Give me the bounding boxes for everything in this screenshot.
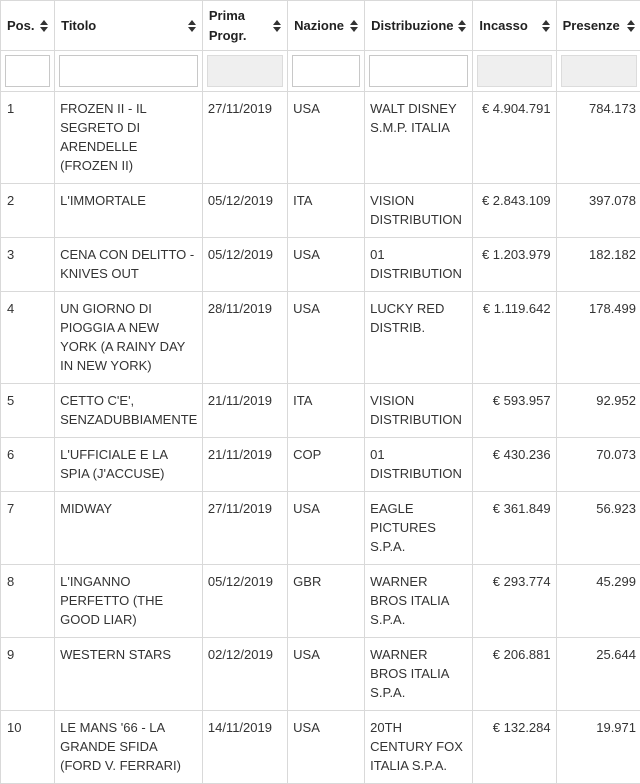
cell-nazione: GBR [288,565,365,638]
filter-cell [365,51,473,92]
table-row [1,384,640,438]
cell-titolo: L'INGANNO PERFETTO (THE GOOD LIAR) [55,565,203,638]
sort-icon[interactable] [273,20,281,32]
cell-incasso: € 430.236 [473,438,556,492]
column-header-nazione[interactable] [288,1,365,51]
cell-titolo: CETTO C'E', SENZADUBBIAMENTE [55,384,203,438]
table-row [1,711,640,784]
cell-presenze: 397.078 [556,184,640,238]
cell-titolo: L'UFFICIALE E LA SPIA (J'ACCUSE) [55,438,203,492]
filter-cell [202,51,287,92]
cell-distribuzione: LUCKY RED DISTRIB. [365,292,473,384]
cell-titolo: MIDWAY [55,492,203,565]
filter-input-presenze[interactable] [561,55,637,87]
cell-pos: 5 [1,384,55,438]
cell-incasso: € 1.203.979 [473,238,556,292]
cell-presenze: 56.923 [556,492,640,565]
cell-pos: 10 [1,711,55,784]
cell-distribuzione: WALT DISNEY S.M.P. ITALIA [365,92,473,184]
column-header-titolo[interactable] [55,1,203,51]
filter-cell [473,51,556,92]
cell-presenze: 25.644 [556,638,640,711]
cell-titolo: UN GIORNO DI PIOGGIA A NEW YORK (A RAINY DAY IN NEW YORK) [55,292,203,384]
cell-nazione: COP [288,438,365,492]
cell-prima: 05/12/2019 [202,184,287,238]
table-row [1,565,640,638]
column-header-label: Distribuzione [371,16,456,36]
cell-pos: 3 [1,238,55,292]
sort-icon[interactable] [40,20,48,32]
cell-distribuzione: WARNER BROS ITALIA S.P.A. [365,565,473,638]
cell-distribuzione: VISION DISTRIBUTION [365,184,473,238]
cell-nazione: USA [288,638,365,711]
table-body [1,92,640,784]
cell-pos: 4 [1,292,55,384]
cell-distribuzione: 20TH CENTURY FOX ITALIA S.P.A. [365,711,473,784]
column-header-label: Prima Progr. [209,6,271,46]
cell-incasso: € 2.843.109 [473,184,556,238]
cell-incasso: € 593.957 [473,384,556,438]
sort-icon[interactable] [542,20,550,32]
cell-prima: 27/11/2019 [202,92,287,184]
cell-presenze: 19.971 [556,711,640,784]
cell-incasso: € 132.284 [473,711,556,784]
cell-nazione: ITA [288,184,365,238]
cell-presenze: 45.299 [556,565,640,638]
cell-incasso: € 293.774 [473,565,556,638]
cell-prima: 27/11/2019 [202,492,287,565]
cell-presenze: 70.073 [556,438,640,492]
column-header-incasso[interactable] [473,1,556,51]
cell-distribuzione: 01 DISTRIBUTION [365,438,473,492]
cell-incasso: € 4.904.791 [473,92,556,184]
cell-presenze: 178.499 [556,292,640,384]
cell-nazione: USA [288,711,365,784]
cell-pos: 8 [1,565,55,638]
cell-titolo: L'IMMORTALE [55,184,203,238]
cell-incasso: € 361.849 [473,492,556,565]
table-row [1,292,640,384]
sort-icon[interactable] [350,20,358,32]
cell-prima: 05/12/2019 [202,565,287,638]
table-row [1,638,640,711]
table-row [1,92,640,184]
cell-incasso: € 1.119.642 [473,292,556,384]
cell-pos: 6 [1,438,55,492]
table-row [1,492,640,565]
column-header-pos[interactable] [1,1,55,51]
cell-prima: 21/11/2019 [202,384,287,438]
column-header-prima[interactable] [202,1,287,51]
filter-input-incasso[interactable] [477,55,551,87]
cell-distribuzione: WARNER BROS ITALIA S.P.A. [365,638,473,711]
cell-nazione: USA [288,292,365,384]
cell-prima: 28/11/2019 [202,292,287,384]
cell-pos: 1 [1,92,55,184]
cell-pos: 7 [1,492,55,565]
column-header-label: Presenze [563,16,625,36]
filter-cell [55,51,203,92]
table-row [1,438,640,492]
cell-prima: 21/11/2019 [202,438,287,492]
cell-presenze: 182.182 [556,238,640,292]
cell-nazione: USA [288,238,365,292]
table-row [1,238,640,292]
cell-presenze: 784.173 [556,92,640,184]
cell-presenze: 92.952 [556,384,640,438]
column-header-label: Titolo [61,16,186,36]
sort-icon[interactable] [458,20,466,32]
table-row [1,184,640,238]
column-header-distribuzione[interactable] [365,1,473,51]
column-header-label: Nazione [294,16,348,36]
column-header-label: Incasso [479,16,539,36]
cell-titolo: LE MANS '66 - LA GRANDE SFIDA (FORD V. FERRARI) [55,711,203,784]
cell-prima: 02/12/2019 [202,638,287,711]
filter-input-pos[interactable] [5,55,50,87]
cell-pos: 2 [1,184,55,238]
cell-titolo: CENA CON DELITTO - KNIVES OUT [55,238,203,292]
cell-incasso: € 206.881 [473,638,556,711]
filter-input-distribuzione[interactable] [369,55,468,87]
cell-nazione: ITA [288,384,365,438]
header-row [1,1,640,51]
filter-cell [288,51,365,92]
cell-titolo: WESTERN STARS [55,638,203,711]
filter-cell [556,51,640,92]
sort-icon[interactable] [188,20,196,32]
cell-titolo: FROZEN II - IL SEGRETO DI ARENDELLE (FROZEN II) [55,92,203,184]
cell-distribuzione: 01 DISTRIBUTION [365,238,473,292]
filter-input-nazione[interactable] [292,55,360,87]
cell-prima: 14/11/2019 [202,711,287,784]
cell-distribuzione: EAGLE PICTURES S.P.A. [365,492,473,565]
column-header-label: Pos. [7,16,38,36]
filter-input-prima[interactable] [207,55,283,87]
filter-cell [1,51,55,92]
filter-row [1,51,640,92]
cell-distribuzione: VISION DISTRIBUTION [365,384,473,438]
sort-icon[interactable] [627,20,635,32]
cell-nazione: USA [288,92,365,184]
column-header-presenze[interactable] [556,1,640,51]
cell-pos: 9 [1,638,55,711]
filter-input-titolo[interactable] [59,55,198,87]
cell-prima: 05/12/2019 [202,238,287,292]
cell-nazione: USA [288,492,365,565]
